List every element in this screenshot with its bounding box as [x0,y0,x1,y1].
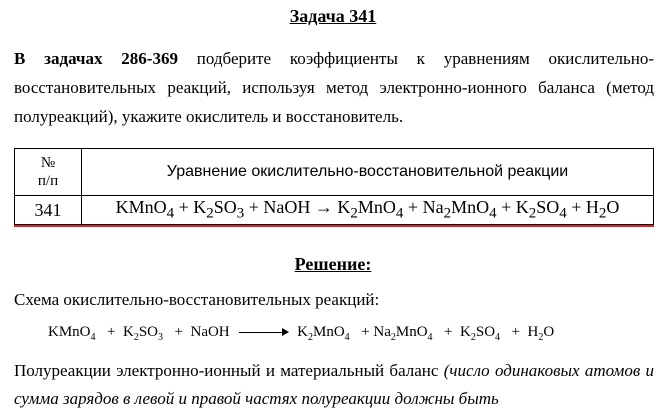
row-number: 341 [15,196,82,225]
number-column-header [15,149,82,196]
table-header-row [15,149,654,196]
balance-paragraph [14,357,654,413]
intro-text: подберите коэффициенты к уравнениям окислительно-восстановительных реакций, используя метод электронно-ионного баланса (метод полуреакций), укажите окислитель и восстановитель. [14,49,654,126]
table-row [15,196,654,225]
intro-bold: В задачах 286-369 [14,49,178,68]
scheme-equation: KMnO$_4$ + $K_2SO_3$ + NaOH $K_2MnO_4 + Na_2MnO_4 + K_2SO_4 + H_2O$ [48,324,555,343]
balance-text: Полуреакции электронно-ионный и материальный баланс [14,361,439,380]
reaction-table [14,148,654,225]
number-header-abbr: п/п [37,173,59,189]
scheme-label: Схема окислительно-восстановительных реакций: [14,290,380,309]
solution-title: Решение: [294,254,372,274]
reaction-arrow-icon [239,328,289,338]
equation-column-header: Уравнение окислительно-восстановительной реакции [82,149,654,196]
balance-italic: (число одинаковых атомов и сумма зарядов в левой и правой частях полуреакции должны быть [14,361,654,408]
task-title: Задача 341 [289,6,377,26]
number-header-symbol: № [40,155,56,171]
intro-paragraph [14,44,654,131]
highlight-underline [14,225,654,227]
reaction-equation: KMnO$_4$ + $K_2SO_3$ + NaOH → $K_2MnO_4 + Na_2MnO_4 + K_2SO_4 + H_2O$ [82,196,654,225]
